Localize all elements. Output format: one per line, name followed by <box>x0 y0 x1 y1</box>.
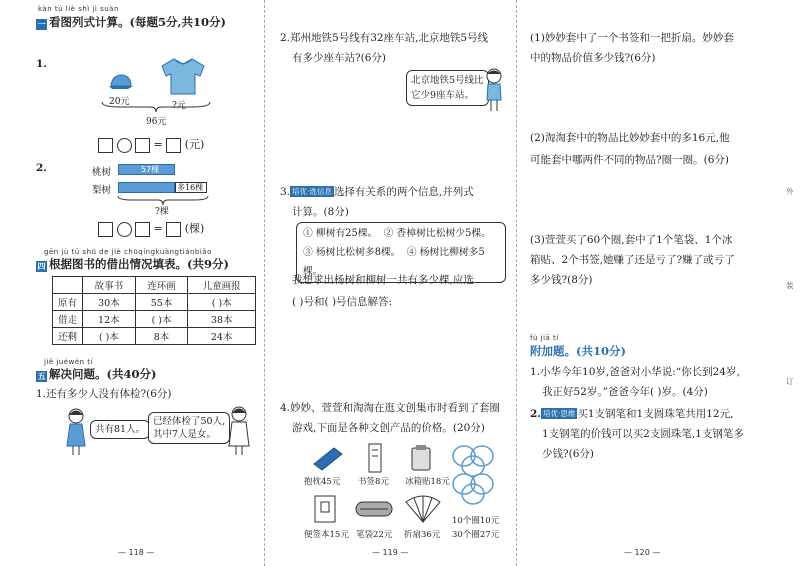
info-item: ② 香樟树比松树少5棵。 <box>383 228 491 239</box>
q3-text: 1.还有多少人没有体检?(6分) <box>36 388 172 400</box>
table-header: 故事书 <box>83 277 136 294</box>
product-label: 抱枕45元 <box>304 477 341 487</box>
binding-mark: 外 <box>786 187 794 196</box>
r-q3-line2: 箱贴、2个书签,她赚了还是亏了?赚了或亏了 <box>530 254 735 266</box>
section1-pinyin: kàn tú liè shì jì suàn <box>38 5 119 13</box>
r-q1-line2: 中的物品价值多少钱?(6分) <box>530 52 656 64</box>
r-q3-line1: (3)萱萱买了60个圈,套中了1个笔袋、1个冰 <box>530 234 733 246</box>
equals-sign: = <box>153 138 163 151</box>
section3-title-text: 解决问题。(共40分) <box>49 367 157 381</box>
library-table <box>52 276 256 345</box>
table-row <box>53 311 256 328</box>
girl-figure-icon <box>64 406 88 456</box>
bonus-q1-line1: 1.小华今年10岁,爸爸对小华说:“你长到24岁, <box>530 366 740 378</box>
rings-price-1: 10个圈10元 <box>452 516 500 526</box>
peach-bar <box>118 164 175 175</box>
page-divider <box>264 0 265 566</box>
doctor-figure-icon <box>226 404 252 456</box>
pear-bar <box>118 182 175 193</box>
speech-bubble-right <box>148 412 230 444</box>
bubble-line: 它少9座车站。 <box>411 90 475 101</box>
section2-title <box>36 256 229 272</box>
bonus-pinyin: fù jiā tí <box>530 334 559 342</box>
table-cell: 30本 <box>83 294 136 311</box>
q3-number: 3. <box>280 186 291 198</box>
q3-header <box>280 184 474 199</box>
unit-label: (元) <box>184 138 205 151</box>
table-row <box>53 328 256 345</box>
q3-tag: 培优·选信息 <box>292 187 332 196</box>
table-cell: 38本 <box>188 311 256 328</box>
middle-page <box>268 0 512 566</box>
table-header <box>53 277 83 294</box>
product-label: 便签本15元 <box>304 530 349 540</box>
answer-box[interactable] <box>135 138 150 153</box>
total-brace <box>100 100 212 114</box>
peach-label: 桃树 <box>92 167 112 178</box>
table-header-row <box>53 277 256 294</box>
bonus-q2-line3: 少钱?(6分) <box>542 448 595 460</box>
bonus-q2-number: 2. <box>530 408 541 420</box>
table-cell: 原有 <box>53 294 83 311</box>
q2-line1: 2.郑州地铁5号线有32座车站,北京地铁5号线 <box>280 32 489 44</box>
pear-label: 梨树 <box>92 185 112 196</box>
speech-bubble-left: 共有81人。 <box>90 420 150 439</box>
pear-extra-bar <box>175 182 207 193</box>
q3-line2: 计算。(8分) <box>292 206 349 218</box>
table-cell: 12本 <box>83 311 136 328</box>
binding-mark: 订 <box>786 377 794 386</box>
total-price: 96元 <box>146 117 167 127</box>
rings-price-2: 30个圈27元 <box>452 530 500 540</box>
page-divider <box>516 0 517 566</box>
answer-box[interactable] <box>98 138 113 153</box>
r-q3-line3: 多少钱?(8分) <box>530 274 593 286</box>
table-header: 连环画 <box>135 277 188 294</box>
info-item: ① 柳树有25棵。 <box>303 228 378 239</box>
fan-icon <box>404 494 442 524</box>
pear-extra-label: 多16棵 <box>177 183 204 192</box>
table-header: 儿童画报 <box>188 277 256 294</box>
bonus-q2-line2: 1支钢笔的价钱可以买2支圆珠笔,1支钢笔多 <box>542 428 744 440</box>
section2-pinyin: gēn jù tú shū de jiè chūqíngkuàngtiánbiǎo <box>44 248 212 256</box>
hat-price: 20元 <box>109 97 130 107</box>
pear-total: ?棵 <box>155 207 169 217</box>
q4-line1: 4.妙妙、萱萱和淘淘在逛文创集市时看到了套圈 <box>280 402 501 414</box>
result-box[interactable] <box>166 138 181 153</box>
bubble-line: 北京地铁5号线比 <box>411 75 484 86</box>
pillow-icon <box>310 446 344 472</box>
subway-bubble <box>406 70 489 106</box>
section1-title-text: 看图列式计算。(每题5分,共10分) <box>49 15 226 29</box>
bonus-q2-tag: 培优·思维 <box>542 409 576 418</box>
section1-title <box>36 14 226 30</box>
q3-ask-line1: 我想求出杨树和柳树一共有多少棵,应选 <box>292 274 474 286</box>
r-q1-line1: (1)妙妙套中了一个书签和一把折扇。妙妙套 <box>530 32 734 44</box>
q1-equation <box>98 136 204 153</box>
page-number: — 119 — <box>372 548 409 557</box>
product-label: 折扇36元 <box>404 530 441 540</box>
product-label: 书签8元 <box>358 477 389 487</box>
info-item: ③ 杨树比松树多8棵。 <box>303 247 401 258</box>
r-q2-line2: 可能套中哪两件不同的物品?圈一圈。(6分) <box>530 154 730 166</box>
bubble-line: 其中7人是女。 <box>153 429 217 440</box>
fridge-magnet-icon <box>408 444 434 472</box>
result-box[interactable] <box>166 222 181 237</box>
table-cell-blank[interactable]: ( )本 <box>188 294 256 311</box>
binding-mark: 装 <box>786 281 794 290</box>
sweater-icon <box>160 56 206 96</box>
section-number-icon: 四 <box>37 262 46 271</box>
q3-ask-line2: ( )号和( )号信息解答: <box>292 296 393 308</box>
bubble-line: 已经体检了50人, <box>153 416 226 427</box>
info-row <box>303 224 499 243</box>
answer-box[interactable] <box>98 222 113 237</box>
table-row <box>53 294 256 311</box>
rings-icon <box>450 444 506 514</box>
q4-line2: 游戏,下面是各种文创产品的价格。(20分) <box>292 422 485 434</box>
r-q2-line1: (2)淘淘套中的物品比妙妙套中的多16元,他 <box>530 132 730 144</box>
peach-bar-label: 57棵 <box>141 165 160 174</box>
unit-label: (棵) <box>184 222 205 235</box>
operator-circle[interactable] <box>117 222 132 237</box>
info-item: ④ 杨树比柳树多5棵。 <box>303 247 485 277</box>
page-number: — 118 — <box>118 548 155 557</box>
bonus-q1-line2: 我正好52岁。”爸爸今年( )岁。(4分) <box>542 386 708 398</box>
bookmark-icon <box>366 442 384 474</box>
page-number: — 120 — <box>624 548 661 557</box>
right-page <box>520 0 800 566</box>
left-page <box>0 0 262 566</box>
table-cell: 24本 <box>188 328 256 345</box>
table-cell: 8本 <box>135 328 188 345</box>
section3-title <box>36 366 156 382</box>
bonus-q2-line1 <box>530 406 733 421</box>
operator-circle[interactable] <box>117 138 132 153</box>
sweater-price: ?元 <box>172 101 186 111</box>
section-number-icon: 五 <box>37 372 46 381</box>
q2-equation <box>98 220 204 237</box>
boy-figure-icon <box>482 66 506 112</box>
cap-icon <box>108 72 134 92</box>
section-number-icon: 一 <box>37 20 46 29</box>
q2-line2: 有多少座车站?(6分) <box>292 52 387 64</box>
bonus-title: 附加题。(共10分) <box>530 344 626 358</box>
bonus-q2-text: 买1支钢笔和1支圆珠笔共用12元, <box>577 408 734 420</box>
table-cell-blank[interactable]: ( )本 <box>135 311 188 328</box>
section2-title-text: 根据图书的借出情况填表。(共9分) <box>49 257 229 271</box>
product-label: 冰箱贴18元 <box>405 477 450 487</box>
table-cell-blank[interactable]: ( )本 <box>83 328 136 345</box>
section3-pinyin: jiě juéwèn tí <box>44 358 93 366</box>
q1-number: 1. <box>36 58 47 70</box>
notepad-icon <box>312 494 338 524</box>
pencil-case-icon <box>354 498 394 520</box>
q3-line1: 选择有关系的两个信息,并列式 <box>333 186 474 198</box>
product-label: 笔袋22元 <box>356 530 393 540</box>
equals-sign: = <box>153 222 163 235</box>
q2-number: 2. <box>36 162 47 174</box>
table-cell: 借走 <box>53 311 83 328</box>
table-cell: 55本 <box>135 294 188 311</box>
answer-box[interactable] <box>135 222 150 237</box>
table-cell: 还剩 <box>53 328 83 345</box>
